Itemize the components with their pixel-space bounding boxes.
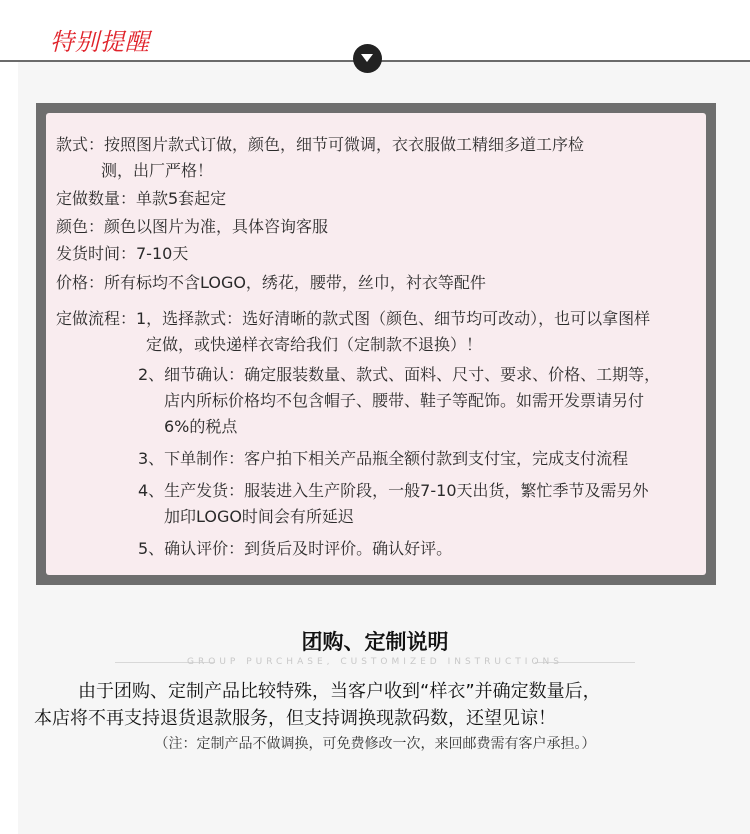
notice-frame <box>36 103 716 585</box>
policy-line-2: 本店将不再支持退货退款服务，但支持调换现款码数，还望见谅！ <box>34 708 556 729</box>
notice-line: 定做流程：1，选择款式：选好清晰的款式图（颜色、细节均可改动），也可以拿图样 <box>56 309 651 328</box>
notice-line: 4、生产发货：服装进入生产阶段，一般7-10天出货，繁忙季节及需另外 <box>138 481 649 500</box>
notice-line: 6%的税点 <box>164 417 238 436</box>
notice-line: 定做，或快递样衣寄给我们（定制款不退换）！ <box>146 335 483 354</box>
header-title: 特别提醒 <box>50 28 150 56</box>
notice-line: 颜色：颜色以图片为准，具体咨询客服 <box>56 217 329 236</box>
chevron-down-icon <box>353 44 382 73</box>
notice-line: 价格：所有标均不含LOGO，绣花，腰带，丝巾，衬衣等配件 <box>56 273 486 292</box>
notice-line: 店内所标价格均不包含帽子、腰带、鞋子等配饰。如需开发票请另付 <box>164 391 645 410</box>
notice-line: 3、下单制作：客户拍下相关产品瓶全额付款到支付宝，完成支付流程 <box>138 449 629 468</box>
notice-line: 发货时间：7-10天 <box>56 244 189 263</box>
policy-note: （注：定制产品不做调换，可免费修改一次，来回邮费需有客户承担。） <box>154 736 596 752</box>
notice-line: 加印LOGO时间会有所延迟 <box>164 507 354 526</box>
policy-line-1: 由于团购、定制产品比较特殊，当客户收到“样衣”并确定数量后， <box>78 681 601 702</box>
notice-line: 2、细节确认：确定服装数量、款式、面料、尺寸、要求、价格、工期等， <box>138 365 661 384</box>
section-title: 团购、定制说明 <box>301 630 449 654</box>
notice-line: 测，出厂严格！ <box>101 161 214 180</box>
section-subtitle: GROUP PURCHASE, CUSTOMIZED INSTRUCTIONS <box>187 657 563 667</box>
notice-line: 5、确认评价：到货后及时评价。确认好评。 <box>138 539 453 558</box>
header <box>0 0 750 62</box>
notice-box <box>46 113 706 575</box>
notice-line: 款式：按照图片款式订做，颜色，细节可微调，衣衣服做工精细多道工序检 <box>56 135 585 154</box>
notice-line: 定做数量：单款5套起定 <box>56 189 227 208</box>
